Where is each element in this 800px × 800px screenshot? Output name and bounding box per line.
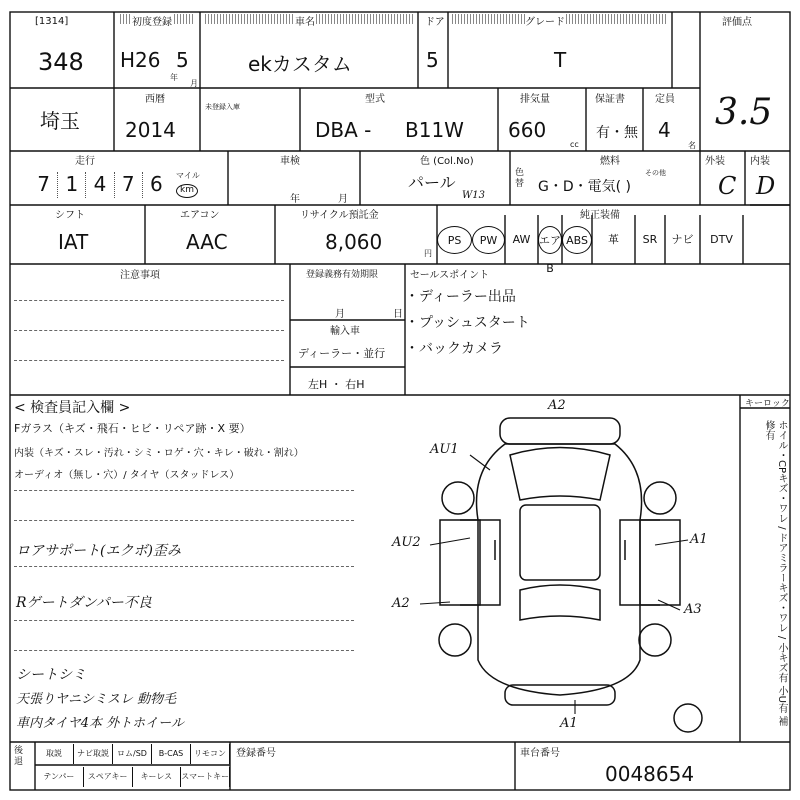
option-item: テンパー xyxy=(35,767,84,787)
equipment-list xyxy=(437,218,790,275)
sales-point-1: ・ディーラー出品 xyxy=(405,289,516,305)
mark-a2-left: A2 xyxy=(392,596,410,611)
score-value: 3.5 xyxy=(715,92,773,133)
fuel-label: 燃料 xyxy=(600,156,620,167)
first-reg-value: H26 xyxy=(120,48,161,72)
year-unit: 年 xyxy=(170,73,178,82)
sales-points-label: セールスポイント xyxy=(410,270,490,281)
mark-au2: AU2 xyxy=(392,535,421,550)
color-code: W13 xyxy=(462,190,486,201)
equipment-item: SR xyxy=(642,233,658,246)
unreg-label: 未登録入庫 xyxy=(205,103,240,111)
note-line xyxy=(14,360,284,361)
mark-a1-bottom: A1 xyxy=(560,716,578,731)
mileage-digit: 6 xyxy=(150,172,163,196)
reg-deadline-label: 登録義務有効期限 xyxy=(306,270,379,280)
mileage-digit: 1 xyxy=(58,172,86,198)
reg-month-unit: 月 xyxy=(335,309,345,320)
option-item: キーレス xyxy=(133,767,182,787)
equipment-item: DTV xyxy=(710,233,733,246)
equipment-label: 純正装備 xyxy=(580,210,620,221)
hand-note-5: 車内タイヤ4本 外トホイール xyxy=(16,716,184,731)
inspector-title: < 検査員記入欄 > xyxy=(14,400,131,416)
spare-label: 後退 xyxy=(14,746,24,767)
year-value: 2014 xyxy=(125,118,176,142)
color-label: 色 (Col.No) xyxy=(420,156,474,167)
equipment-item: エアB xyxy=(538,226,562,254)
first-reg-month: 5 xyxy=(176,48,189,72)
mileage-digit: 4 xyxy=(86,172,114,198)
equipment-item: ナビ xyxy=(671,233,694,246)
aircon-label: エアコン xyxy=(180,210,220,221)
equipment-item: AW xyxy=(512,233,531,246)
capacity-value: 4 xyxy=(658,118,671,142)
key-lock-label: キーロック xyxy=(745,399,790,409)
note-line xyxy=(14,330,284,331)
mark-au1: AU1 xyxy=(430,442,459,457)
mark-a1-right: A1 xyxy=(690,532,708,547)
persons-unit: 名 xyxy=(688,141,696,150)
option-item: ロム/SD xyxy=(113,744,152,764)
km-unit: km xyxy=(176,184,198,198)
shift-value: IAT xyxy=(58,230,89,254)
mark-a2-top: A2 xyxy=(548,398,566,413)
mileage-digit: 7 xyxy=(30,172,58,198)
doors-value: 5 xyxy=(426,48,439,72)
fuel-options: G・D・電気( ) xyxy=(538,179,632,195)
options-top xyxy=(35,744,230,764)
equipment-item: PS xyxy=(437,226,472,254)
option-item: B-CAS xyxy=(152,744,191,764)
import-label: 輸入車 xyxy=(330,326,360,337)
warranty-value: 有・無 xyxy=(596,125,638,141)
caution-label: 注意事項 xyxy=(120,270,160,281)
car-name-value: ekカスタム xyxy=(248,52,352,76)
option-item: 取説 xyxy=(35,744,74,764)
first-reg-label: 初度登録 xyxy=(132,13,172,28)
warranty-label: 保証書 xyxy=(595,94,625,105)
equipment-item: 革 xyxy=(608,233,619,246)
model-label: 型式 xyxy=(365,94,385,105)
inspection-month-unit: 月 xyxy=(338,194,348,205)
model-prefix: DBA - xyxy=(315,118,372,142)
option-item: リモコン xyxy=(191,744,230,764)
inspector-line-3: オーディオ（無し・穴）/ タイヤ（スタッドレス） xyxy=(14,470,240,481)
mark-a3: A3 xyxy=(684,602,702,617)
mileage-digits xyxy=(30,172,170,198)
sales-point-3: ・バックカメラ xyxy=(405,341,503,357)
grade-value: T xyxy=(554,48,567,72)
note-line xyxy=(14,300,284,301)
fuel-other-label: その他 xyxy=(645,169,666,177)
model-code: B11W xyxy=(405,118,464,142)
note-line xyxy=(14,620,354,621)
capacity-label: 定員 xyxy=(655,94,675,105)
doors-label: ドア xyxy=(425,17,445,28)
steering: 左H ・ 右H xyxy=(308,378,365,391)
hand-note-2: Rゲートダンパー不良 xyxy=(16,595,152,611)
ref-code: [1314] xyxy=(35,16,69,27)
inspection-label: 車検 xyxy=(280,156,300,167)
color-change-label: 色替 xyxy=(515,168,525,189)
aircon-value: AAC xyxy=(186,230,228,254)
sales-point-2: ・プッシュスタート xyxy=(405,315,530,331)
displacement-label: 排気量 xyxy=(520,94,550,105)
recycle-fee: 8,060 xyxy=(325,230,383,254)
option-item: スペアキー xyxy=(84,767,133,787)
score-label: 評価点 xyxy=(722,17,752,28)
lot-number: 348 xyxy=(38,48,84,76)
note-line xyxy=(14,650,354,651)
equipment-item: PW xyxy=(472,226,505,254)
car-diagram xyxy=(439,418,702,732)
note-line xyxy=(14,490,354,491)
recycle-label: リサイクル預託金 xyxy=(300,210,379,221)
hand-note-3: シートシミ xyxy=(16,667,86,683)
displacement-value: 660 xyxy=(508,118,547,142)
reg-day-unit: 日 xyxy=(393,309,403,320)
car-name-label: 車名 xyxy=(295,13,315,28)
inspector-line-2: 内装（キズ・スレ・汚れ・シミ・ロゲ・穴・キレ・破れ・割れ） xyxy=(14,448,304,459)
color-value: パール xyxy=(408,173,456,192)
options-bottom xyxy=(35,767,230,787)
exterior-grade: C xyxy=(718,172,737,200)
yen-unit: 円 xyxy=(424,249,432,258)
chassis-label: 車台番号 xyxy=(520,748,560,759)
note-line xyxy=(14,520,354,521)
grade-label: グレード xyxy=(525,13,565,28)
month-unit: 月 xyxy=(190,79,198,88)
option-item: スマートキー xyxy=(181,767,230,787)
equipment-item: ABS xyxy=(562,226,592,254)
region: 埼玉 xyxy=(40,109,80,133)
option-item: ナビ取説 xyxy=(74,744,113,764)
mile-unit: マイル xyxy=(176,171,200,180)
hand-note-4: 天張りヤニシミスレ 動物毛 xyxy=(16,692,177,707)
cc-unit: cc xyxy=(570,140,579,149)
interior-grade: D xyxy=(756,172,776,200)
mileage-digit: 7 xyxy=(115,172,143,198)
hand-note-1: ロアサポート(エクボ)歪み xyxy=(16,543,181,559)
interior-label: 内装 xyxy=(750,156,770,167)
inspection-year-unit: 年 xyxy=(290,194,300,205)
mileage-label: 走行 xyxy=(75,156,95,167)
inspector-line-1: Fガラス（キズ・飛石・ヒビ・リペア跡・X 要） xyxy=(14,422,251,435)
exterior-label: 外装 xyxy=(705,156,725,167)
note-line xyxy=(14,566,354,567)
western-year-label: 西暦 xyxy=(145,94,165,105)
diagram-legend: ホイル・CPキズ・ワレ / ドアミラーキズ・ワレ / 小キズ有 小U有 補修有 xyxy=(763,420,787,727)
chassis-number: 0048654 xyxy=(605,762,695,786)
import-value: ディーラー・並行 xyxy=(298,347,386,360)
shift-label: シフト xyxy=(55,210,85,221)
reg-number-label: 登録番号 xyxy=(236,748,276,759)
